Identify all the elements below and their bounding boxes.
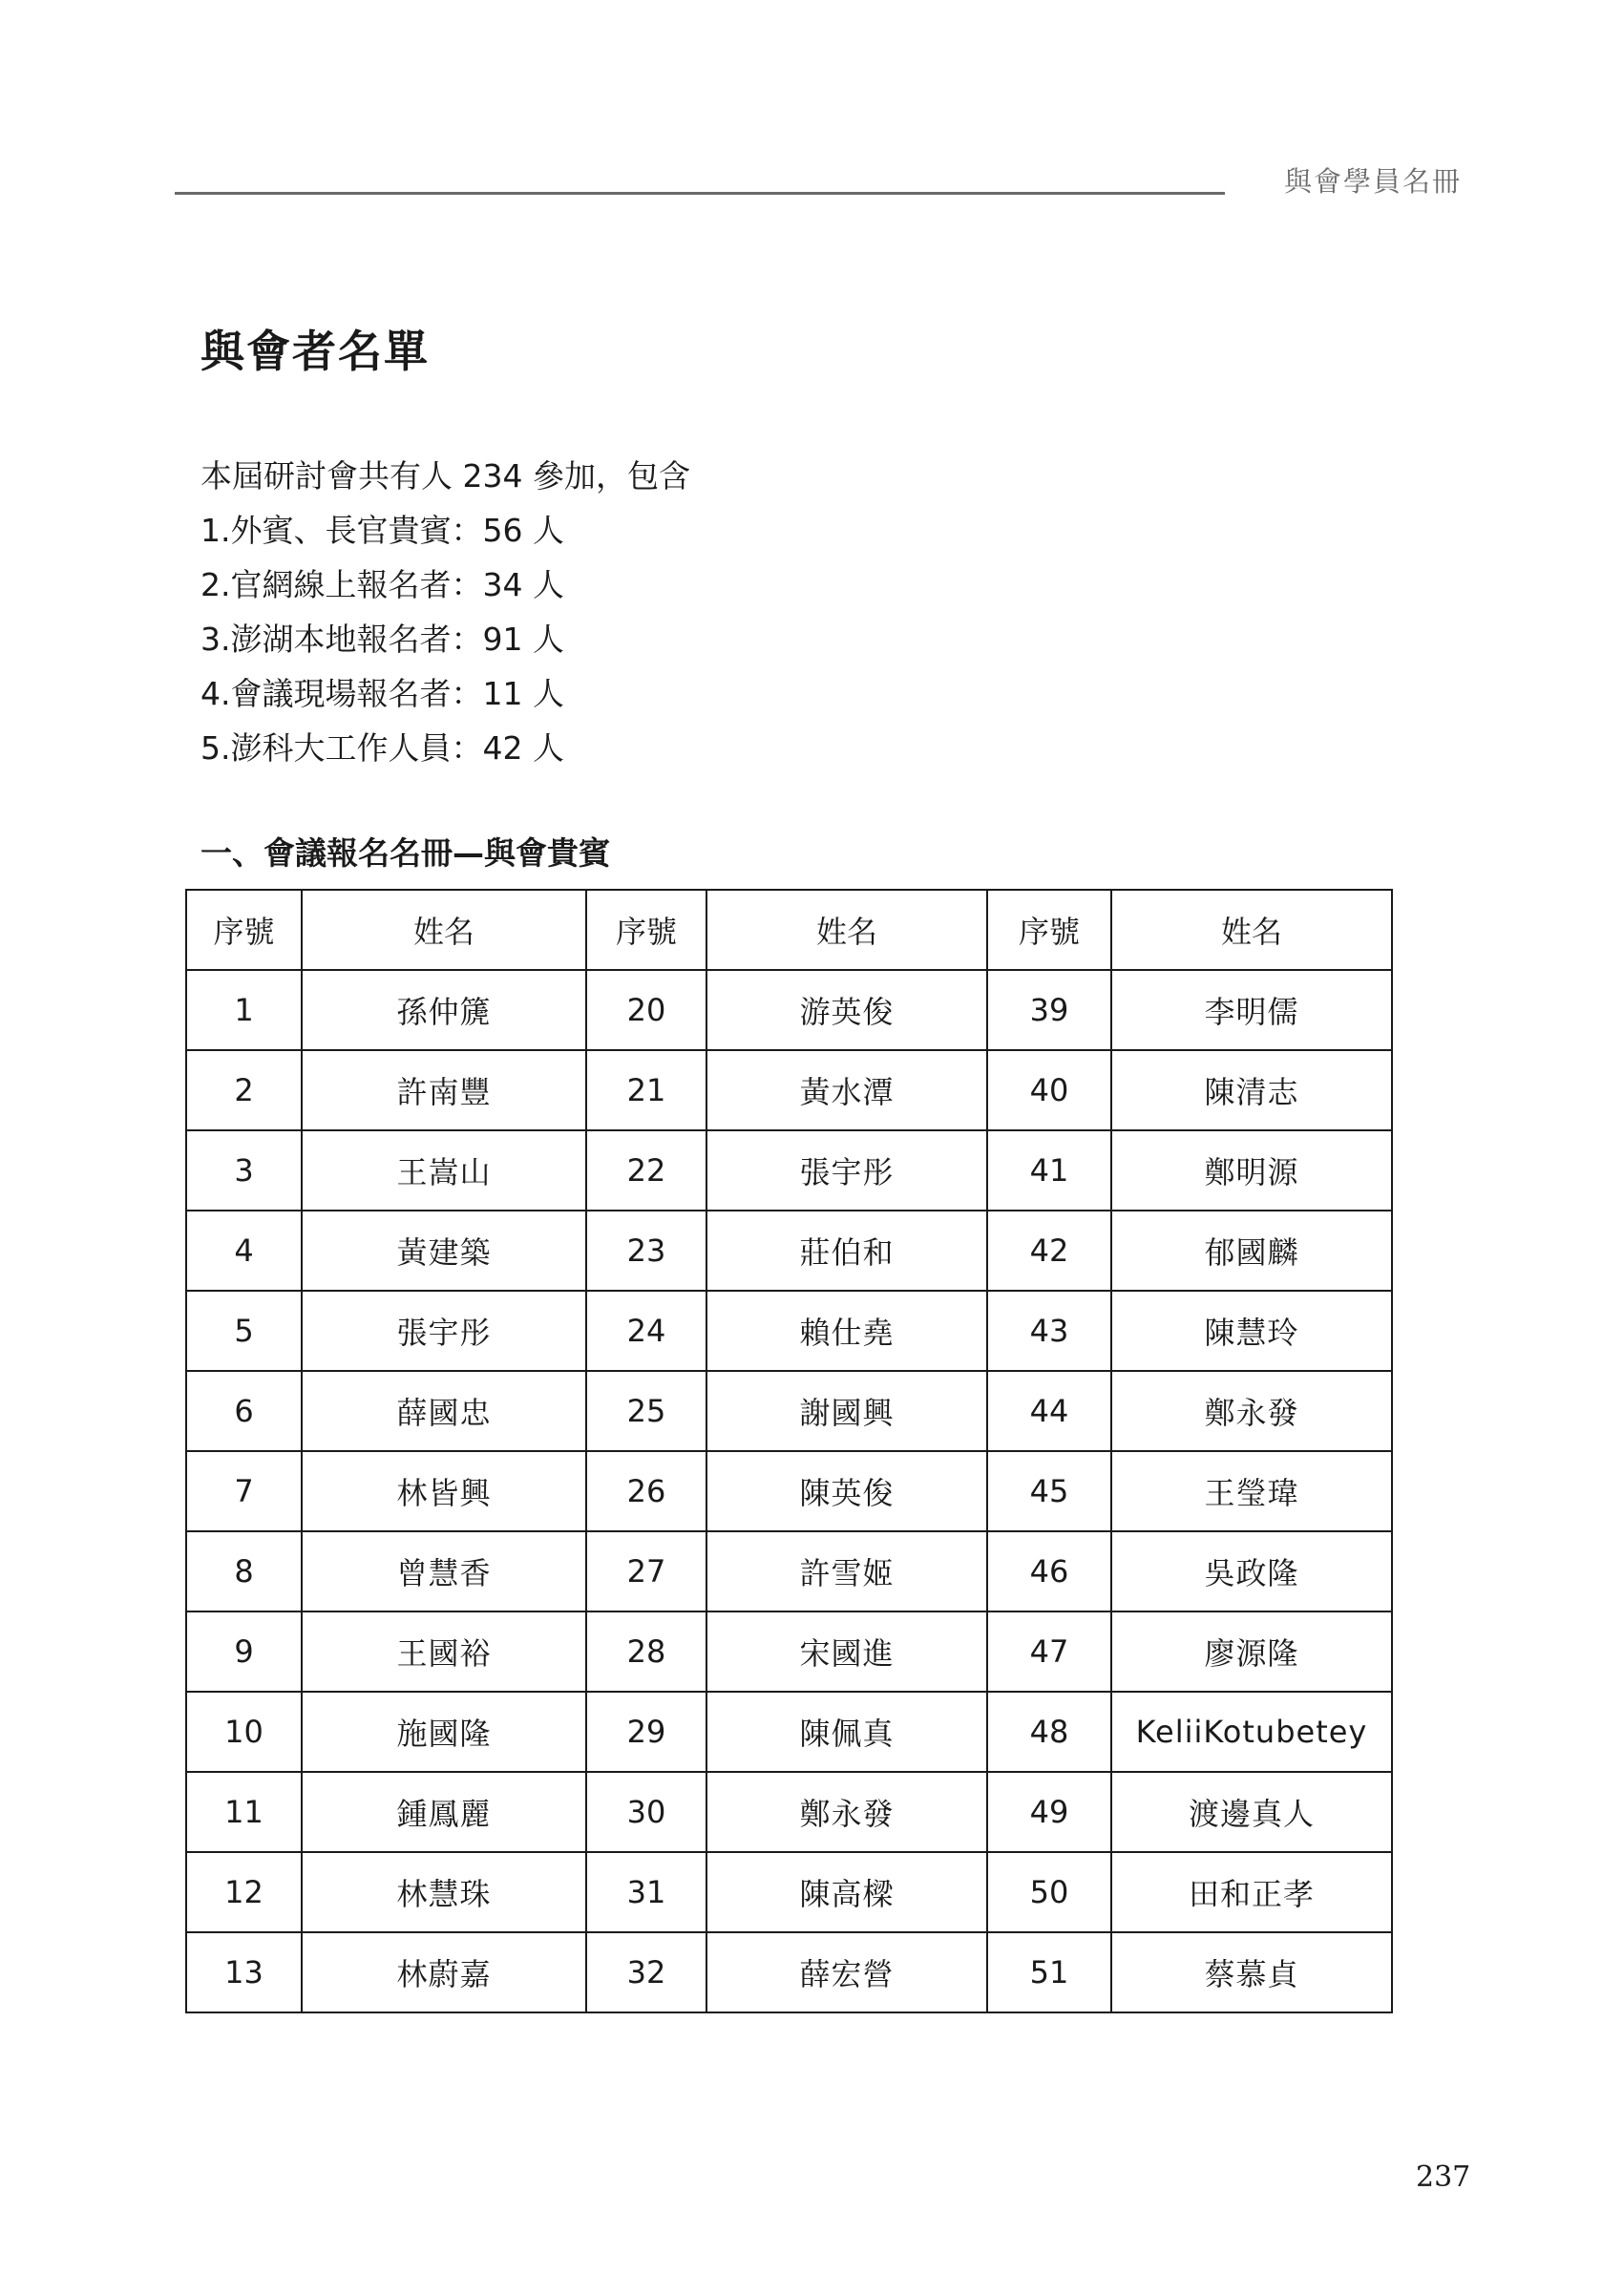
section-heading: 一、會議報名名冊—與會貴賓 — [200, 834, 610, 872]
name-cell: 吳政隆 — [1111, 1531, 1392, 1611]
header-name: 姓名 — [1111, 890, 1392, 970]
number-cell: 48 — [987, 1692, 1111, 1772]
intro-item-4: 4.會議現場報名者：11 人 — [200, 675, 564, 712]
number-cell: 25 — [586, 1371, 706, 1451]
attendee-table — [185, 889, 1393, 2013]
name-cell: 廖源隆 — [1111, 1611, 1392, 1692]
header-rule — [175, 192, 1225, 195]
number-cell: 24 — [586, 1291, 706, 1371]
page-title: 與會者名單 — [200, 326, 430, 377]
name-cell: 鄭明源 — [1111, 1130, 1392, 1211]
number-cell: 42 — [987, 1211, 1111, 1291]
name-cell: 孫仲篪 — [302, 970, 586, 1050]
name-cell: 宋國進 — [706, 1611, 987, 1692]
number-cell: 12 — [186, 1852, 302, 1932]
name-cell: 施國隆 — [302, 1692, 586, 1772]
name-cell: 黃建築 — [302, 1211, 586, 1291]
table-row — [186, 1932, 1392, 2012]
number-cell: 51 — [987, 1932, 1111, 2012]
name-cell: 陳清志 — [1111, 1050, 1392, 1130]
header-number: 序號 — [987, 890, 1111, 970]
number-cell: 30 — [586, 1772, 706, 1852]
name-cell: 王嵩山 — [302, 1130, 586, 1211]
number-cell: 1 — [186, 970, 302, 1050]
number-cell: 49 — [987, 1772, 1111, 1852]
header-name: 姓名 — [706, 890, 987, 970]
name-cell: 許雪姬 — [706, 1531, 987, 1611]
number-cell: 7 — [186, 1451, 302, 1531]
name-cell: 李明儒 — [1111, 970, 1392, 1050]
name-cell: 王瑩瑋 — [1111, 1451, 1392, 1531]
name-cell: 蔡慕貞 — [1111, 1932, 1392, 2012]
name-cell: 黃水潭 — [706, 1050, 987, 1130]
name-cell: 莊伯和 — [706, 1211, 987, 1291]
number-cell: 43 — [987, 1291, 1111, 1371]
table-row — [186, 1692, 1392, 1772]
table-row — [186, 1451, 1392, 1531]
intro-item-2: 2.官網線上報名者：34 人 — [200, 566, 564, 603]
number-cell: 21 — [586, 1050, 706, 1130]
name-cell: 游英俊 — [706, 970, 987, 1050]
number-cell: 13 — [186, 1932, 302, 2012]
table-row — [186, 970, 1392, 1050]
number-cell: 39 — [987, 970, 1111, 1050]
name-cell: 陳英俊 — [706, 1451, 987, 1531]
table-row — [186, 1130, 1392, 1211]
number-cell: 46 — [987, 1531, 1111, 1611]
name-cell: 鍾鳳麗 — [302, 1772, 586, 1852]
name-cell: 薛國忠 — [302, 1371, 586, 1451]
number-cell: 29 — [586, 1692, 706, 1772]
name-cell: 鄭永發 — [706, 1772, 987, 1852]
number-cell: 40 — [987, 1050, 1111, 1130]
number-cell: 5 — [186, 1291, 302, 1371]
name-cell: 渡邊真人 — [1111, 1772, 1392, 1852]
number-cell: 26 — [586, 1451, 706, 1531]
number-cell: 8 — [186, 1531, 302, 1611]
number-cell: 47 — [987, 1611, 1111, 1692]
name-cell: 薛宏營 — [706, 1932, 987, 2012]
running-head: 與會學員名冊 — [1284, 165, 1463, 198]
name-cell: 許南豐 — [302, 1050, 586, 1130]
number-cell: 9 — [186, 1611, 302, 1692]
name-cell: 陳慧玲 — [1111, 1291, 1392, 1371]
table-row — [186, 1050, 1392, 1130]
table-body — [186, 970, 1392, 2012]
header-number: 序號 — [586, 890, 706, 970]
intro-item-3: 3.澎湖本地報名者：91 人 — [200, 621, 564, 658]
number-cell: 31 — [586, 1852, 706, 1932]
number-cell: 45 — [987, 1451, 1111, 1531]
table-row — [186, 1852, 1392, 1932]
table-row — [186, 1772, 1392, 1852]
intro-summary: 本屆研討會共有人 234 參加，包含 — [200, 457, 690, 495]
number-cell: 28 — [586, 1611, 706, 1692]
table-row — [186, 1291, 1392, 1371]
intro-item-5: 5.澎科大工作人員：42 人 — [200, 729, 564, 767]
table-header-row — [186, 890, 1392, 970]
name-cell: 曾慧香 — [302, 1531, 586, 1611]
name-cell: 陳佩真 — [706, 1692, 987, 1772]
table-row — [186, 1371, 1392, 1451]
name-cell: 賴仕堯 — [706, 1291, 987, 1371]
number-cell: 2 — [186, 1050, 302, 1130]
number-cell: 11 — [186, 1772, 302, 1852]
table-row — [186, 1611, 1392, 1692]
number-cell: 44 — [987, 1371, 1111, 1451]
name-cell: 林蔚嘉 — [302, 1932, 586, 2012]
name-cell: KeliiKotubetey — [1111, 1692, 1392, 1772]
name-cell: 王國裕 — [302, 1611, 586, 1692]
name-cell: 鄭永發 — [1111, 1371, 1392, 1451]
number-cell: 10 — [186, 1692, 302, 1772]
table-row — [186, 1211, 1392, 1291]
name-cell: 張宇彤 — [706, 1130, 987, 1211]
name-cell: 林慧珠 — [302, 1852, 586, 1932]
name-cell: 謝國興 — [706, 1371, 987, 1451]
number-cell: 22 — [586, 1130, 706, 1211]
number-cell: 6 — [186, 1371, 302, 1451]
page-number: 237 — [1416, 2160, 1471, 2194]
name-cell: 郁國麟 — [1111, 1211, 1392, 1291]
number-cell: 50 — [987, 1852, 1111, 1932]
number-cell: 41 — [987, 1130, 1111, 1211]
intro-block — [200, 449, 690, 775]
header-number: 序號 — [186, 890, 302, 970]
name-cell: 林皆興 — [302, 1451, 586, 1531]
name-cell: 田和正孝 — [1111, 1852, 1392, 1932]
number-cell: 23 — [586, 1211, 706, 1291]
number-cell: 27 — [586, 1531, 706, 1611]
number-cell: 20 — [586, 970, 706, 1050]
number-cell: 32 — [586, 1932, 706, 2012]
header-name: 姓名 — [302, 890, 586, 970]
table-row — [186, 1531, 1392, 1611]
name-cell: 陳高樑 — [706, 1852, 987, 1932]
number-cell: 4 — [186, 1211, 302, 1291]
intro-item-1: 1.外賓、長官貴賓：56 人 — [200, 512, 564, 549]
number-cell: 3 — [186, 1130, 302, 1211]
name-cell: 張宇彤 — [302, 1291, 586, 1371]
